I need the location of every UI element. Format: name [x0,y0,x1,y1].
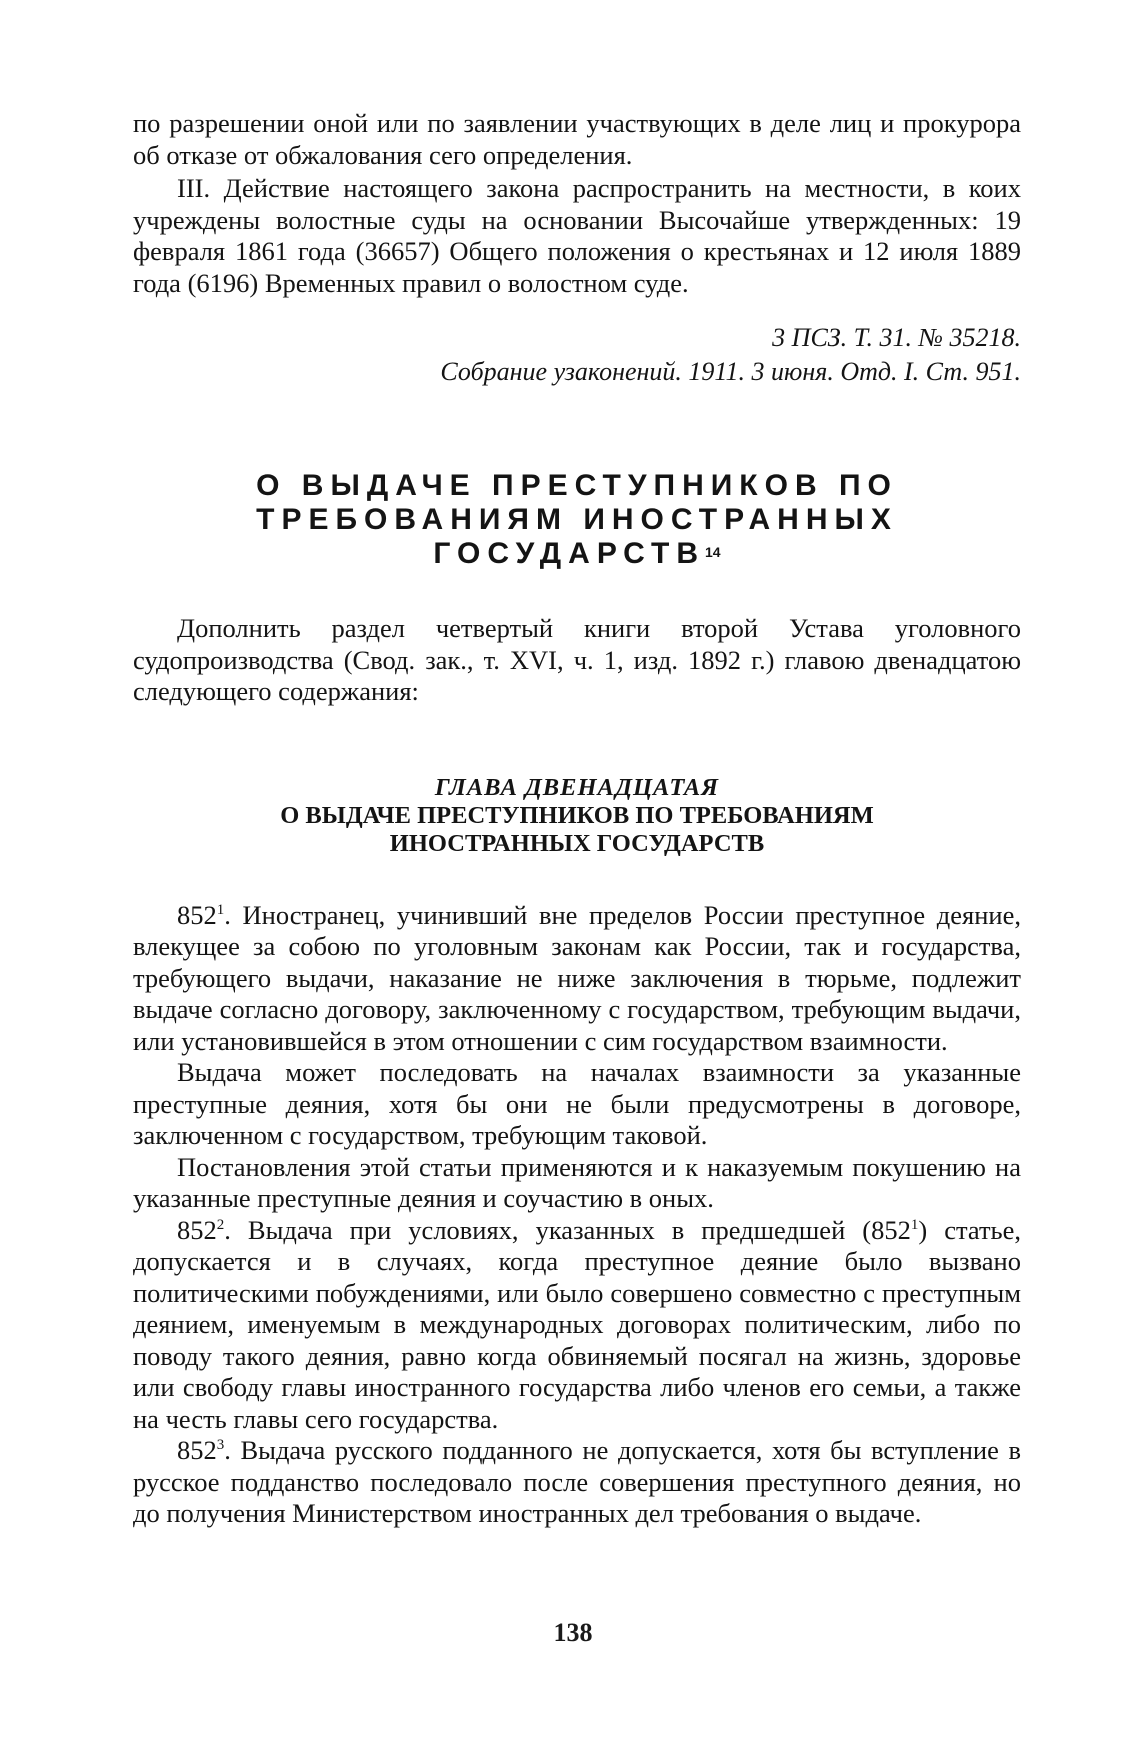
article-852-1-sup: 1 [216,901,225,918]
citation-block [133,321,1021,389]
article-852-3-number: 852 [177,1435,217,1465]
section-title-line-2: ТРЕБОВАНИЯМ ИНОСТРАННЫХ [256,503,898,536]
section-title-line-3-text: ГОСУДАРСТВ [433,537,705,570]
page-number: 138 [553,1618,593,1647]
chapter-title-line-2: ИНОСТРАННЫХ ГОСУДАРСТВ [389,829,765,857]
article-852-1-paragraph-3: Постановления этой статьи применяются и к наказуемым покушению на указанные преступные деяния и соучастию в оных. [133,1151,1021,1213]
article-852-1-text: . Иностранец, учинивший вне пределов России преступное деяние, влекущее за собою по уголовным законам как России, так и государства, требующего выдачи, наказание не ниже заключения в тюрьме, подлежит выдаче согласно договору, заключенному с государством, требующим выдачи, или установившейся в этом отношении с сим государством взаимности. [133,899,1021,1056]
section-title-line-3 [133,537,1021,571]
article-852-2-sup: 2 [216,1216,225,1233]
article-852-3 [133,1435,1021,1530]
citation-line-2: Собрание узаконений. 1911. 3 июня. Отд. I. Ст. 951. [440,357,1021,386]
section-title [133,469,1021,571]
section-III-paragraph: III. Действие настоящего закона распространить на местности, в коих учреждены волостные суды на основании Высочайше утвержденных: 19 февраля 1861 года (36657) Общего положения о крестьянах и 12 июля 1889 года (6196) Временных правил о волостном суде. [133,173,1021,298]
article-852-2-text-b: ) статье, допускается и в случаях, когда преступное деяние было вызвано политическими побуждениями, или было совершено совместно с преступным деянием, именуемым в международных договорах политическим, либо по поводу такого деяния, равно когда обвиняемый посягал на жизнь, здоровье или свободу главы иностранного государства либо членов его семьи, а также на честь главы сего государства. [133,1214,1022,1434]
chapter-heading [133,774,1021,858]
articles-section [133,900,1021,1530]
chapter-label: ГЛАВА ДВЕНАДЦАТАЯ [434,773,720,801]
chapter-title-line-1: О ВЫДАЧЕ ПРЕСТУПНИКОВ ПО ТРЕБОВАНИЯМ [280,801,874,829]
article-852-1 [133,900,1021,1058]
article-852-3-text: . Выдача русского подданного не допускается, хотя бы вступление в русское подданство последовало после совершения преступного деяния, но до получения Министерством иностранных дел требования о выдаче. [133,1435,1021,1528]
footnote-mark: 14 [704,544,721,560]
citation-line-1: 3 ПСЗ. Т. 31. № 35218. [772,323,1021,352]
article-852-2-ref-sup: 1 [910,1216,919,1233]
intro-paragraph: Дополнить раздел четвертый книги второй Устава уголовного судопроизводства (Свод. зак., т. XVI, ч. 1, изд. 1892 г.) главою двенадцатою следующего содержания: [133,613,1021,706]
article-852-2-number: 852 [177,1214,217,1245]
article-852-2-text-a: . Выдача при условиях, указанных в предшедшей (852 [224,1214,911,1245]
section-title-line-1: О ВЫДАЧЕ ПРЕСТУПНИКОВ ПО [256,469,898,502]
article-852-1-paragraph-2: Выдача может последовать на началах взаимности за указанные преступные деяния, хотя бы они не были предусмотрены в договоре, заключенном с государством, требующим таковой. [133,1057,1021,1150]
document-page [133,108,1021,1530]
article-852-1-number: 852 [177,899,217,930]
article-852-2 [133,1215,1021,1436]
article-852-3-sup: 3 [216,1437,225,1454]
continuation-paragraph: по разрешении оной или по заявлении участвующих в деле лиц и прокурора об отказе от обжалования сего определения. [133,108,1021,170]
